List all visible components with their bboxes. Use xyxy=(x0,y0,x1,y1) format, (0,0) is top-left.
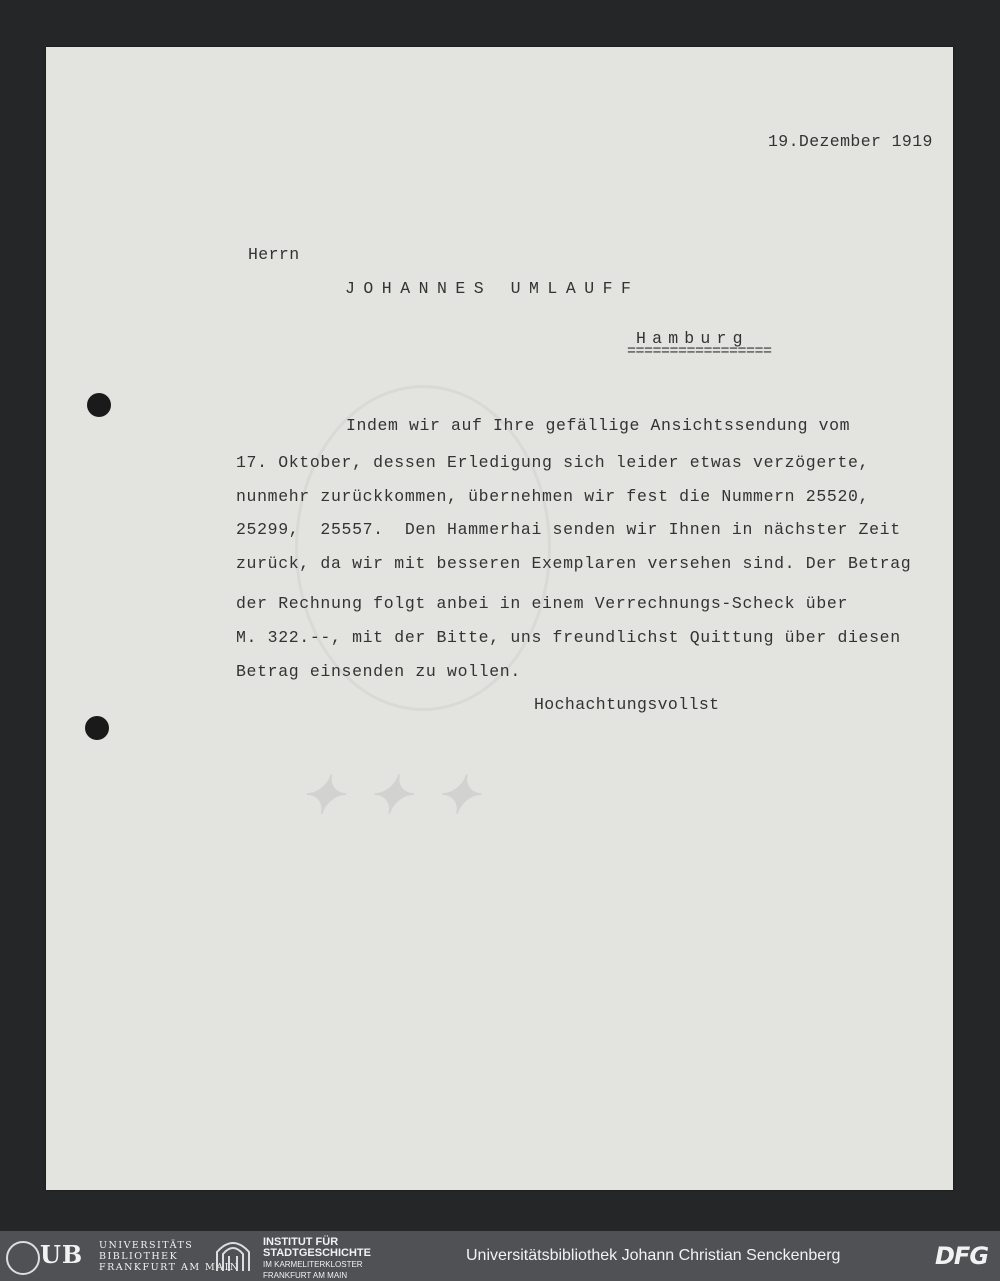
isg-line: STADTGESCHICHTE xyxy=(263,1247,371,1259)
body-line: M. 322.--, mit der Bitte, uns freundlichst Quittung über diesen xyxy=(236,628,901,647)
ub-portrait-icon xyxy=(6,1241,40,1275)
isg-line: INSTITUT FÜR xyxy=(263,1236,339,1248)
isg-line: FRANKFURT AM MAIN xyxy=(263,1271,348,1280)
punch-hole-bottom xyxy=(85,716,109,740)
body-line: Indem wir auf Ihre gefällige Ansichtssendung vom xyxy=(346,416,851,435)
recipient-city: Hamburg xyxy=(636,329,749,348)
recipient-name: JOHANNES UMLAUFF xyxy=(345,279,640,298)
ub-line: BIBLIOTHEK xyxy=(99,1251,179,1262)
letter-date: 19.Dezember 1919 xyxy=(768,132,933,151)
punch-hole-top xyxy=(87,393,111,417)
body-line: 17. Oktober, dessen Erledigung sich leider etwas verzögerte, xyxy=(236,453,870,472)
isg-line: IM KARMELITERKLOSTER xyxy=(263,1260,363,1269)
isg-arch-icon xyxy=(215,1240,251,1272)
footer-bar xyxy=(0,1231,1000,1281)
city-underline: ================= xyxy=(627,343,772,360)
closing-formula: Hochachtungsvollst xyxy=(534,695,720,714)
body-line: Betrag einsenden zu wollen. xyxy=(236,662,521,681)
body-line: 25299, 25557. Den Hammerhai senden wir Ihnen in nächster Zeit xyxy=(236,520,901,539)
isg-logo-lines xyxy=(263,1237,371,1281)
body-line: nunmehr zurückkommen, übernehmen wir fest die Nummern 25520, xyxy=(236,487,870,506)
ub-line: UNIVERSITÄTS xyxy=(99,1240,194,1251)
salutation: Herrn xyxy=(248,245,300,264)
faded-stamp-mark: ✦ ✦ ✦ xyxy=(300,765,482,826)
library-title[interactable]: Universitätsbibliothek Johann Christian Senckenberg xyxy=(466,1247,841,1264)
body-line: der Rechnung folgt anbei in einem Verrechnungs-Scheck über xyxy=(236,594,848,613)
ub-line: FRANKFURT AM MAIN xyxy=(99,1262,240,1273)
body-line: zurück, da wir mit besseren Exemplaren versehen sind. Der Betrag xyxy=(236,554,912,573)
dfg-logo[interactable]: DFG xyxy=(935,1242,989,1270)
ub-logo-text: UB xyxy=(40,1240,84,1269)
